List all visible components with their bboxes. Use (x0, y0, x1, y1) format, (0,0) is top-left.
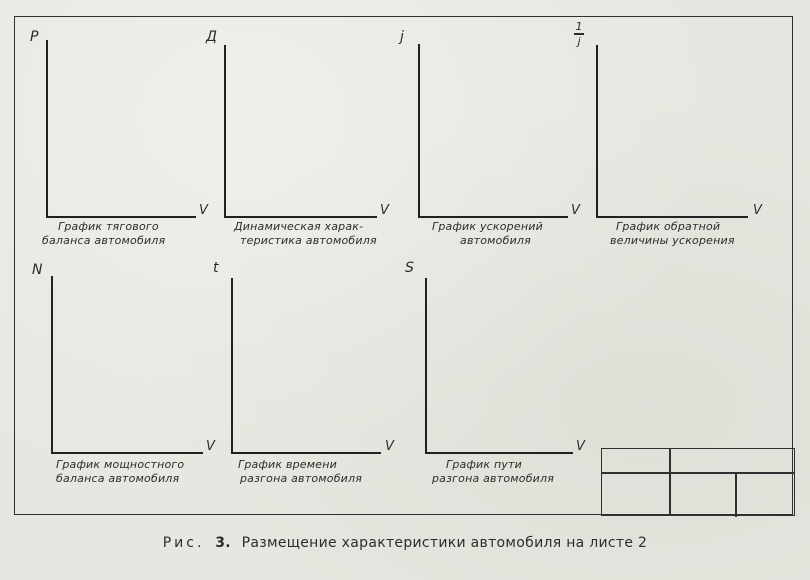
y-axis (231, 278, 233, 454)
chart-caption: График обратной величины ускорения (610, 220, 735, 247)
chart-caption: График ускорений автомобиля (432, 220, 543, 247)
y-axis (596, 45, 598, 218)
x-axis (231, 452, 381, 454)
x-axis-label: V (206, 439, 215, 454)
chart-caption: График мощностного баланса автомобиля (56, 458, 185, 485)
y-axis (224, 45, 226, 218)
y-axis (46, 40, 48, 218)
x-axis (51, 452, 203, 454)
figure-caption (0, 535, 810, 551)
y-axis-label: P (30, 29, 39, 45)
drawing-frame (14, 16, 793, 515)
y-axis-label: Д (206, 29, 217, 45)
x-axis-label: V (380, 203, 389, 218)
x-axis (425, 452, 573, 454)
x-axis (224, 216, 377, 218)
y-axis-label: 1 j (575, 20, 583, 48)
x-axis (46, 216, 196, 218)
x-axis-label: V (571, 203, 580, 218)
x-axis-label: V (576, 439, 585, 454)
y-axis (418, 44, 420, 218)
chart-caption: График пути разгона автомобиля (432, 458, 555, 485)
x-axis-label: V (753, 203, 762, 218)
chart-caption: График тягового баланса автомобиля (42, 220, 166, 247)
chart-caption: Динамическая харак- теристика автомобиля (234, 220, 377, 247)
figure-caption-number: 3. (215, 535, 231, 551)
chart-caption: График времени разгона автомобиля (238, 458, 363, 485)
y-axis-label: t (213, 260, 219, 276)
figure-caption-prefix: Рис. (162, 535, 205, 551)
y-axis-label: S (405, 260, 414, 276)
figure-caption-text: Размещение характеристики автомобиля на листе 2 (241, 535, 648, 551)
x-axis-label: V (199, 203, 208, 218)
y-axis (425, 278, 427, 454)
y-axis-label: j (400, 29, 404, 45)
title-block (601, 448, 795, 516)
x-axis (418, 216, 568, 218)
x-axis-label: V (385, 439, 394, 454)
y-axis (51, 276, 53, 454)
x-axis (596, 216, 748, 218)
y-axis-label: N (32, 262, 43, 278)
